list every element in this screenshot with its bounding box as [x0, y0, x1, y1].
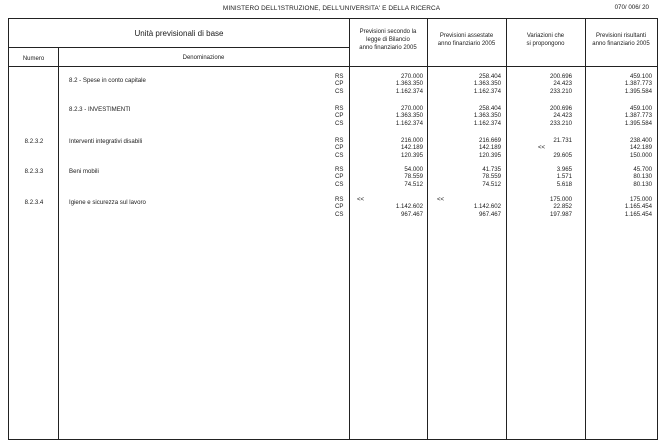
row-denominazione: Interventi integrativi disabili	[69, 138, 143, 145]
col-header-previsioni-legge: Previsioni secondo la legge di Bilancio anno finanziario 2005	[359, 29, 417, 51]
row-previsioni-risultanti: 45.700 80.130 80.130	[633, 166, 652, 188]
page-title: MINISTERO DELL'ISTRUZIONE, DELL'UNIVERSITA' E DELLA RICERCA	[222, 5, 441, 12]
row-numero: 8.2.3.3	[24, 168, 44, 175]
row-previsioni-assestate: 258.404 1.363.350 1.162.374	[473, 105, 501, 127]
rule-group-header	[9, 47, 349, 48]
row-previsioni-assestate: 41.735 78.559 74.512	[482, 166, 501, 188]
row-variazioni: 175.000 22.852 197.987	[549, 196, 572, 218]
row-variazioni: 200.696 24.423 233.210	[549, 105, 572, 127]
row-codes: RS CP CS	[335, 166, 344, 188]
col-header-variazioni: Variazioni che si propongono	[526, 33, 565, 47]
row-previsioni-assestate: 216.669 142.189 120.395	[478, 137, 501, 159]
row-previsioni-risultanti: 238.400 142.189 150.000	[629, 137, 652, 159]
row-previsioni-risultanti: 459.100 1.387.773 1.395.584	[624, 73, 652, 95]
row-variazioni: 200.696 24.423 233.210	[549, 73, 572, 95]
rule-header-bottom	[9, 66, 657, 67]
col-header-numero: Numero	[22, 56, 45, 62]
row-variazioni: 3.965 1.571 5.618	[556, 166, 572, 188]
row-previsioni-legge: 270.000 1.363.350 1.162.374	[395, 105, 423, 127]
row-codes: RS CP CS	[335, 105, 344, 127]
row-denominazione: 8.2.3 - INVESTIMENTI	[69, 106, 131, 113]
rule-numero	[58, 47, 59, 439]
col-header-previsioni-assestate: Previsioni assestate anno finanziario 2005	[437, 33, 496, 47]
row-previsioni-assestate: << 1.142.602 967.467	[437, 196, 501, 218]
row-previsioni-risultanti: 175.000 1.165.454 1.165.454	[624, 196, 652, 218]
budget-table	[8, 18, 658, 440]
row-codes: RS CP CS	[335, 196, 344, 218]
row-previsioni-legge: 270.000 1.363.350 1.162.374	[395, 73, 423, 95]
page-reference: 070/ 006/ 20	[614, 4, 649, 11]
row-denominazione: 8.2 - Spese in conto capitale	[69, 77, 146, 84]
row-numero: 8.2.3.2	[24, 138, 44, 145]
row-codes: RS CP CS	[335, 137, 344, 159]
row-numero: 8.2.3.4	[24, 199, 44, 206]
row-denominazione: Igiene e sicurezza sul lavoro	[69, 199, 146, 206]
row-codes: RS CP CS	[335, 73, 344, 95]
col-header-denominazione: Denominazione	[182, 55, 225, 61]
group-title: Unità previsionali di base	[134, 29, 224, 38]
row-denominazione: Beni mobili	[69, 168, 99, 175]
row-previsioni-legge: << 1.142.602 967.467	[357, 196, 423, 218]
row-previsioni-legge: 216.000 142.189 120.395	[400, 137, 423, 159]
row-previsioni-assestate: 258.404 1.363.350 1.162.374	[473, 73, 501, 95]
row-previsioni-risultanti: 459.100 1.387.773 1.395.584	[624, 105, 652, 127]
row-variazioni: 21.731 << 29.605	[538, 137, 572, 159]
col-header-previsioni-risultanti: Previsioni risultanti anno finanziario 2005	[592, 33, 650, 47]
row-previsioni-legge: 54.000 78.559 74.512	[404, 166, 423, 188]
